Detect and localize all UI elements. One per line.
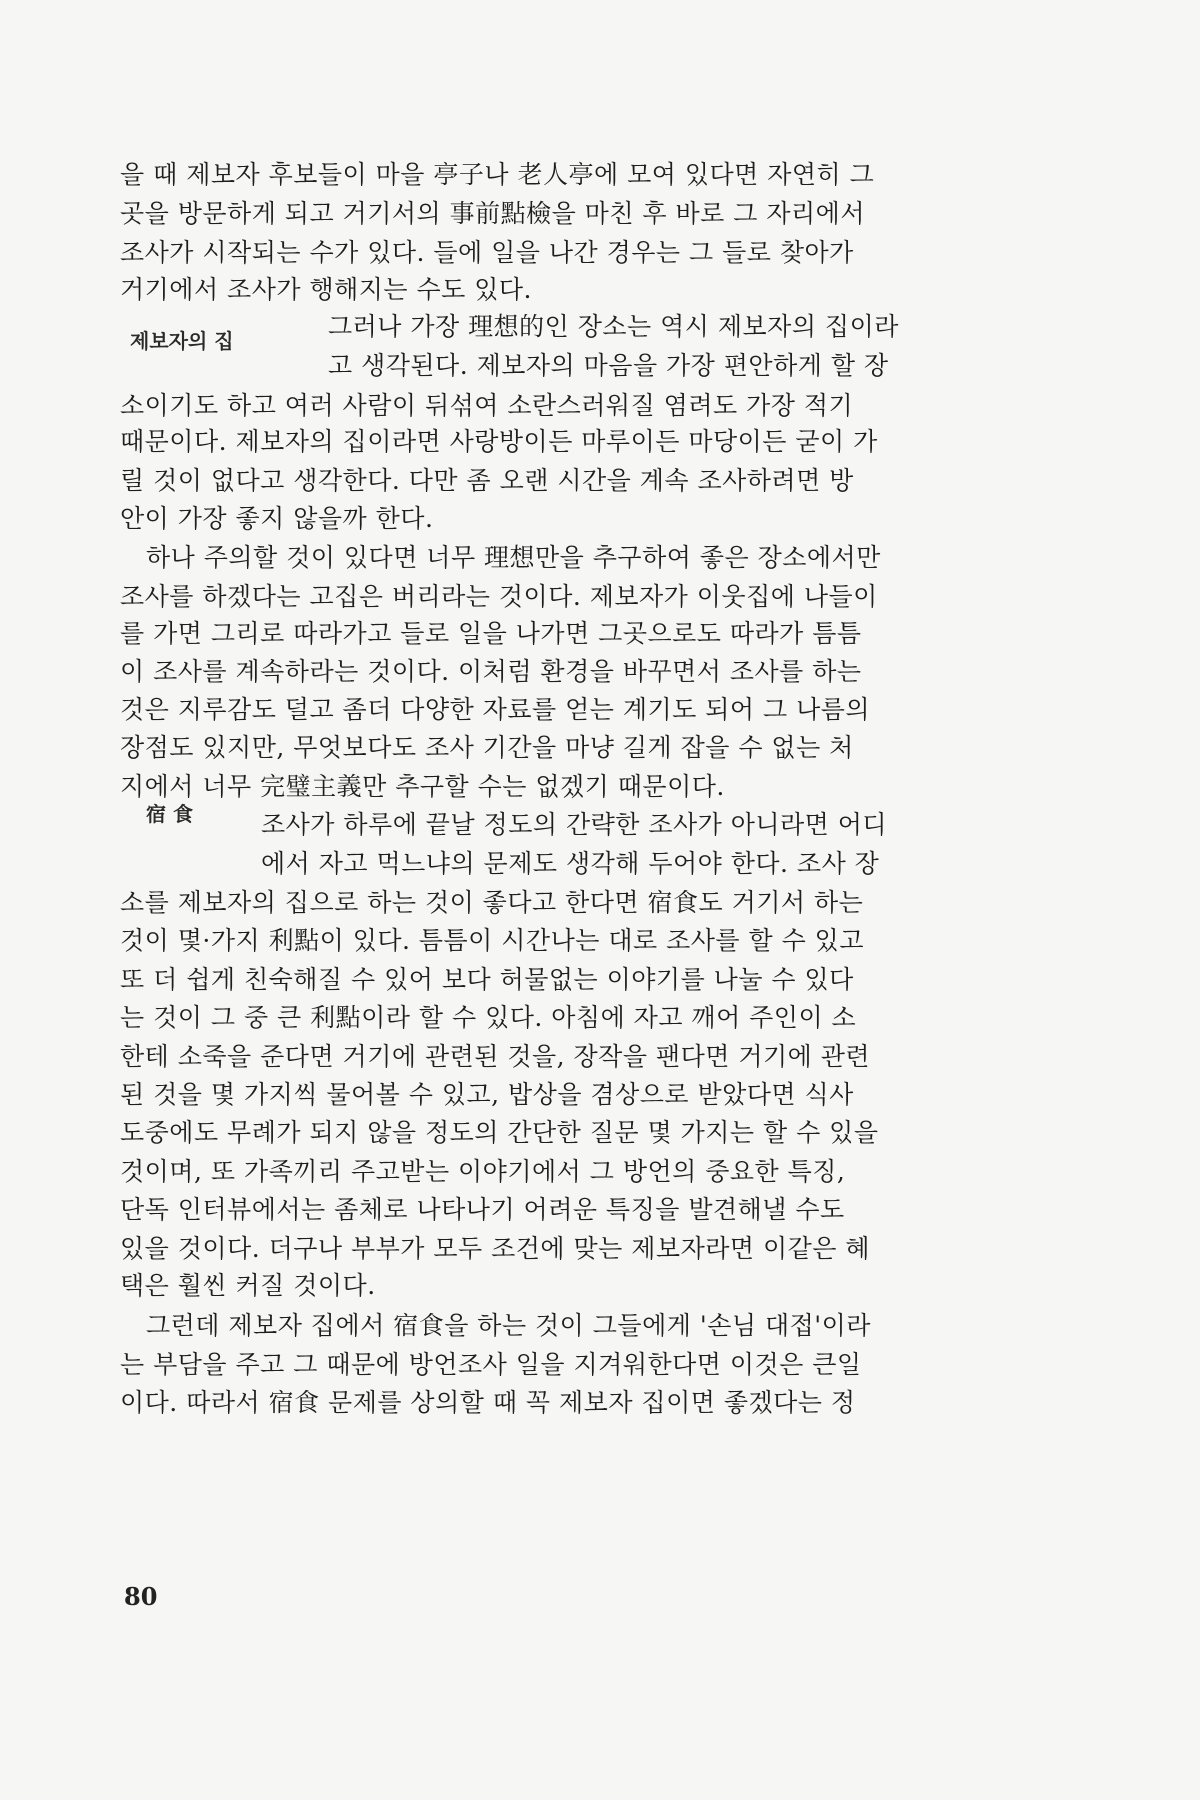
text-line: 한테 소죽을 준다면 거기에 관련된 것을, 장작을 팬다면 거기에 관련: [120, 1042, 871, 1071]
text-line: 것이며, 또 가족끼리 주고받는 이야기에서 그 방언의 중요한 특징,: [120, 1157, 846, 1186]
text-line: 그러나 가장 理想的인 장소는 역시 제보자의 집이라: [328, 312, 899, 341]
text-line: 조사가 시작되는 수가 있다. 들에 일을 나간 경우는 그 들로 찾아가: [120, 238, 854, 267]
text-line: 는 부담을 주고 그 때문에 방언조사 일을 지겨워한다면 이것은 큰일: [120, 1350, 862, 1379]
text-line: 때문이다. 제보자의 집이라면 사랑방이든 마루이든 마당이든 굳이 가: [120, 427, 878, 456]
side-heading-informant-house: 제보자의 집: [130, 329, 234, 353]
text-line: 거기에서 조사가 행해지는 수도 있다.: [120, 275, 532, 304]
text-line: 이다. 따라서 宿食 문제를 상의할 때 꼭 제보자 집이면 좋겠다는 정: [120, 1388, 856, 1417]
text-line: 것이 몇·가지 利點이 있다. 틈틈이 시간나는 대로 조사를 할 수 있고: [120, 926, 864, 955]
text-line: 는 것이 그 중 큰 利點이라 할 수 있다. 아침에 자고 깨어 주인이 소: [120, 1003, 857, 1032]
text-line: 하나 주의할 것이 있다면 너무 理想만을 추구하여 좋은 장소에서만: [146, 543, 881, 572]
page-number: 80: [124, 1582, 158, 1611]
text-line: 소이기도 하고 여러 사람이 뒤섞여 소란스러워질 염려도 가장 적기: [120, 391, 854, 420]
text-line: 택은 훨씬 커질 것이다.: [120, 1271, 376, 1300]
text-line: 있을 것이다. 더구나 부부가 모두 조건에 맞는 제보자라면 이같은 혜: [120, 1234, 871, 1263]
text-line: 장점도 있지만, 무엇보다도 조사 기간을 마냥 길게 잡을 수 없는 처: [120, 733, 854, 762]
text-line: 조사가 하루에 끝날 정도의 간략한 조사가 아니라면 어디: [261, 810, 888, 839]
text-line: 단독 인터뷰에서는 좀체로 나타나기 어려운 특징을 발견해낼 수도: [120, 1195, 845, 1224]
text-line: 를 가면 그리로 따라가고 들로 일을 나가면 그곳으로도 따라가 틈틈: [120, 619, 862, 648]
text-line: 안이 가장 좋지 않을까 한다.: [120, 504, 434, 533]
text-line: 그런데 제보자 집에서 宿食을 하는 것이 그들에게 '손님 대접'이라: [146, 1311, 871, 1340]
text-line: 에서 자고 먹느냐의 문제도 생각해 두어야 한다. 조사 장: [261, 849, 880, 878]
text-line: 것은 지루감도 덜고 좀더 다양한 자료를 얻는 계기도 되어 그 나름의: [120, 695, 871, 724]
text-line: 조사를 하겠다는 고집은 버리라는 것이다. 제보자가 이웃집에 나들이: [120, 582, 878, 611]
text-line: 소를 제보자의 집으로 하는 것이 좋다고 한다면 宿食도 거기서 하는: [120, 888, 864, 917]
text-line: 또 더 쉽게 친숙해질 수 있어 보다 허물없는 이야기를 나눌 수 있다: [120, 965, 854, 994]
text-line: 릴 것이 없다고 생각한다. 다만 좀 오랜 시간을 계속 조사하려면 방: [120, 466, 854, 495]
text-line: 이 조사를 계속하라는 것이다. 이처럼 환경을 바꾸면서 조사를 하는: [120, 657, 862, 686]
text-line: 된 것을 몇 가지씩 물어볼 수 있고, 밥상을 겸상으로 받았다면 식사: [120, 1080, 854, 1109]
text-line: 곳을 방문하게 되고 거기서의 事前點檢을 마친 후 바로 그 자리에서: [120, 199, 865, 228]
text-line: 도중에도 무례가 되지 않을 정도의 간단한 질문 몇 가지는 할 수 있을: [120, 1118, 879, 1147]
text-line: 고 생각된다. 제보자의 마음을 가장 편안하게 할 장: [328, 351, 889, 380]
text-line: 지에서 너무 完璧主義만 추구할 수는 없겠기 때문이다.: [120, 772, 725, 801]
text-line: 을 때 제보자 후보들이 마을 亭子나 老人亭에 모여 있다면 자연히 그: [120, 160, 875, 189]
side-heading-lodging: 宿 食: [146, 802, 193, 826]
